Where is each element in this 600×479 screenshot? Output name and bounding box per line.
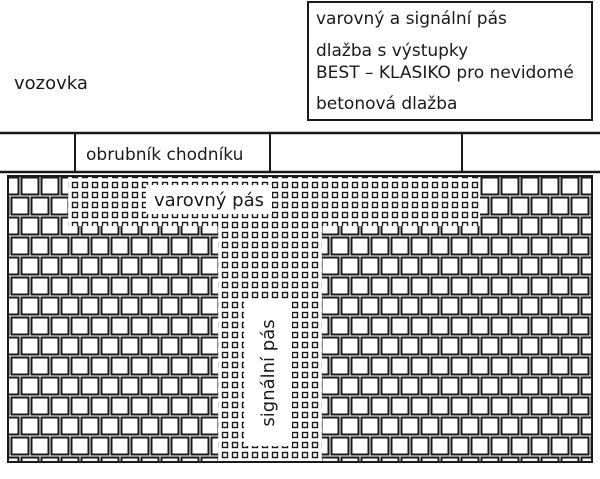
signal-strip-label: signální pás [258, 319, 279, 427]
legend-line-4: betonová dlažba [316, 94, 458, 114]
road-label: vozovka [14, 73, 88, 94]
legend-line-2: dlažba s výstupky [316, 41, 469, 61]
curb-label: obrubník chodníku [86, 145, 244, 165]
warning-strip-label: varovný pás [154, 190, 264, 211]
legend-line-1: varovný a signální pás [316, 9, 507, 29]
legend-line-3: BEST – KLASIKO pro nevidomé [316, 63, 574, 83]
